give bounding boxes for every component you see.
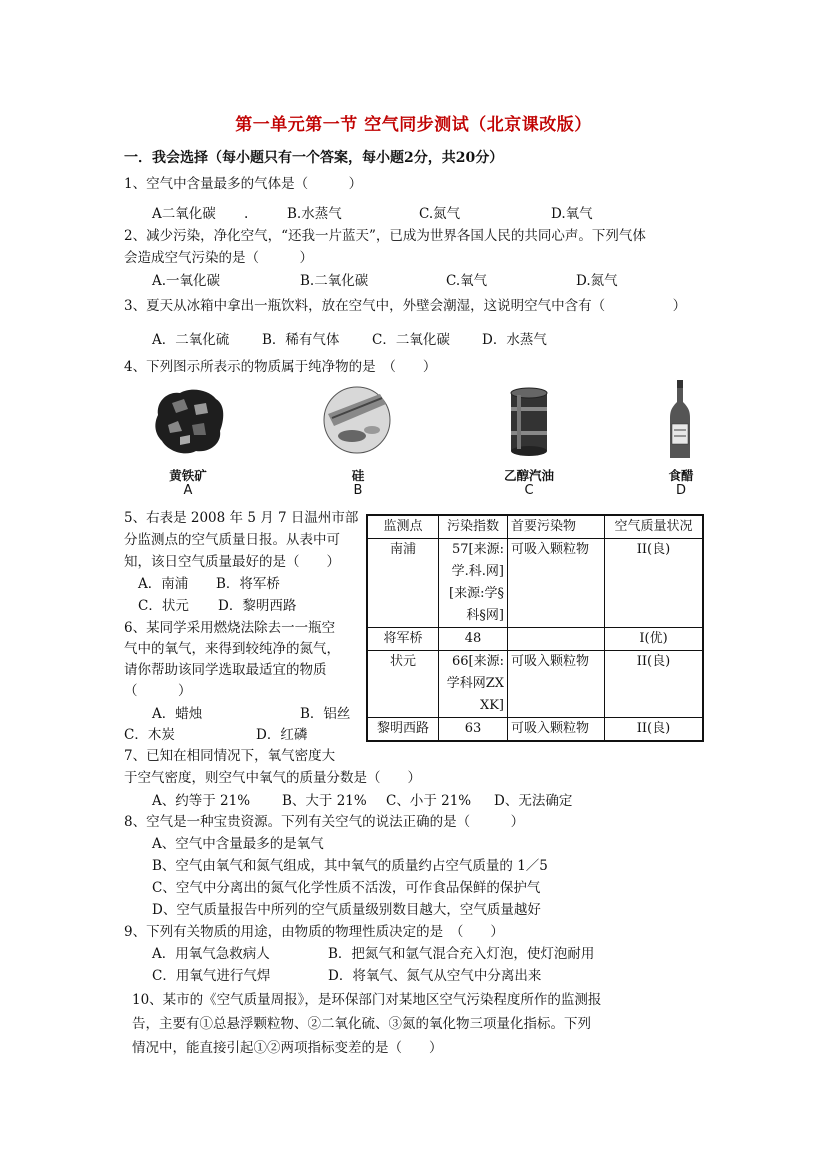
q3-option-a: A．二氧化硫 (152, 332, 230, 348)
q9-option-b: B．把氮气和氩气混合充入灯泡，使灯泡耐用 (328, 946, 595, 962)
label-a: A (183, 483, 193, 498)
label-c: C (524, 483, 534, 498)
cell-pollutant: 可吸入颗粒物 (508, 718, 605, 742)
q1-stem: 1、空气中含量最多的气体是（ ） (124, 176, 363, 192)
q7-option-d: D、无法确定 (494, 793, 573, 809)
cell-site: 将军桥 (367, 628, 439, 651)
q3-option-c: C．二氧化碳 (372, 332, 450, 348)
header-quality: 空气质量状况 (605, 515, 704, 539)
q7-line2: 于空气密度，则空气中氧气的质量分数是（ ） (124, 770, 421, 786)
q5-option-d: D．黎明西路 (218, 598, 297, 614)
q8-option-d: D、空气质量报告中所列的空气质量级别数目越大，空气质量越好 (152, 902, 541, 918)
q7-line1: 7、已知在相同情况下，氧气密度大 (124, 748, 336, 764)
q9-option-a: A．用氧气急救病人 (152, 946, 270, 962)
q8-option-c: C、空气中分离出的氮气化学性质不活泼，可作食品保鲜的保护气 (152, 880, 541, 896)
q3-stem: 3、夏天从冰箱中拿出一瓶饮料，放在空气中，外壁会潮湿，这说明空气中含有（ ） (124, 298, 687, 314)
q1-option-c: C.氮气 (419, 206, 461, 222)
caption-ethanol-gasoline: 乙醇汽油 (503, 468, 554, 483)
cell-pollutant: 可吸入颗粒物 (508, 539, 605, 628)
q5-option-c: C．状元 (138, 598, 189, 614)
q2-option-c: C.氧气 (446, 273, 488, 289)
q1-option-b: B.水蒸气 (287, 206, 342, 222)
q5-option-b: B．将军桥 (216, 576, 280, 592)
q1-option-a: A二氧化碳 (152, 206, 216, 222)
vinegar-bottle-image (668, 380, 692, 460)
caption-pyrite: 黄铁矿 (169, 468, 207, 483)
cell-quality: II(良) (605, 539, 704, 628)
table-row (367, 539, 703, 628)
q2-option-a: A.一氧化碳 (152, 273, 221, 289)
q4-stem: 4、下列图示所表示的物质属于纯净物的是 （ ） (124, 359, 437, 375)
cell-quality: I(优) (605, 628, 704, 651)
table-row (367, 718, 703, 742)
header-site: 监测点 (367, 515, 439, 539)
q1-stray-dot: . (244, 206, 249, 222)
header-pollutant: 首要污染物 (508, 515, 605, 539)
label-b: B (353, 483, 363, 498)
q2-option-b: B.二氧化碳 (300, 273, 369, 289)
cell-index: 66[来源:学科网ZXXK] (439, 651, 508, 718)
section-heading: 一．我会选择（每小题只有一个答案，每小题2分，共20分） (124, 150, 504, 166)
q5-line1: 5、右表是 2008 年 5 月 7 日温州市部 (124, 510, 359, 526)
page-title: 第一单元第一节 空气同步测试（北京课改版） (235, 115, 592, 135)
q6-line3: 请你帮助该同学选取最适宜的物质 (124, 662, 327, 678)
cell-quality: II(良) (605, 718, 704, 742)
label-d: D (675, 483, 686, 498)
ethanol-gasoline-barrel-image (505, 385, 553, 457)
q7-option-c: C、小于 21% (386, 793, 472, 809)
cell-site: 黎明西路 (367, 718, 439, 742)
cell-index: 48 (439, 628, 508, 651)
cell-pollutant (508, 628, 605, 651)
q8-option-b: B、空气由氧气和氮气组成，其中氧气的质量约占空气质量的 1／5 (152, 858, 548, 874)
q10-line3: 情况中，能直接引起①②两项指标变差的是（ ） (132, 1040, 443, 1056)
caption-vinegar: 食醋 (668, 468, 694, 483)
q6-option-a: A．蜡烛 (152, 706, 203, 722)
q7-option-a: A、约等于 21% (152, 793, 251, 809)
q2-option-d: D.氮气 (576, 273, 618, 289)
q6-option-c: C．木炭 (124, 727, 175, 743)
q2-stem-line2: 会造成空气污染的是（ ） (124, 250, 313, 266)
q6-line4: （ ） (124, 683, 192, 699)
cell-index: 63 (439, 718, 508, 742)
table-row (367, 651, 703, 718)
q9-option-d: D．将氧气、氮气从空气中分离出来 (328, 968, 542, 984)
table-header-row (367, 515, 703, 539)
table-row (367, 628, 703, 651)
pyrite-image (150, 385, 230, 457)
q5-line2: 分监测点的空气质量日报。从表中可 (124, 532, 340, 548)
q8-stem: 8、空气是一种宝贵资源。下列有关空气的说法正确的是（ ） (124, 814, 525, 830)
q5-line3: 知，该日空气质量最好的是（ ） (124, 554, 340, 570)
q6-line2: 气中的氧气，来得到较纯净的氮气， (124, 641, 340, 657)
caption-silicon: 硅 (351, 468, 365, 483)
q10-line2: 告，主要有①总悬浮颗粒物、②二氧化硫、③氮的氧化物三项量化指标。下列 (132, 1016, 591, 1032)
cell-site: 南浦 (367, 539, 439, 628)
q10-line1: 10、某市的《空气质量周报》，是环保部门对某地区空气污染程度所作的监测报 (132, 992, 602, 1008)
q3-option-d: D．水蒸气 (482, 332, 547, 348)
cell-pollutant: 可吸入颗粒物 (508, 651, 605, 718)
q1-option-d: D.氧气 (551, 206, 593, 222)
header-index: 污染指数 (439, 515, 508, 539)
q3-option-b: B．稀有气体 (262, 332, 340, 348)
cell-quality: II(良) (605, 651, 704, 718)
q6-line1: 6、某同学采用燃烧法除去一一瓶空 (124, 620, 336, 636)
q2-stem-line1: 2、减少污染，净化空气，“还我一片蓝天”，已成为世界各国人民的共同心声。下列气体 (124, 228, 646, 244)
cell-index: 57[来源:学.科.网][来源:学§科§网] (439, 539, 508, 628)
q6-option-d: D．红磷 (256, 727, 308, 743)
q9-stem: 9、下列有关物质的用途，由物质的物理性质决定的是 （ ） (124, 924, 504, 940)
silicon-image (322, 386, 392, 454)
q6-option-b: B．铝丝 (300, 706, 351, 722)
q8-option-a: A、空气中含量最多的是氧气 (152, 836, 324, 852)
air-quality-table (366, 514, 704, 742)
q5-option-a: A．南浦 (138, 576, 189, 592)
q7-option-b: B、大于 21% (282, 793, 367, 809)
q9-option-c: C．用氧气进行气焊 (152, 968, 271, 984)
cell-site: 状元 (367, 651, 439, 718)
